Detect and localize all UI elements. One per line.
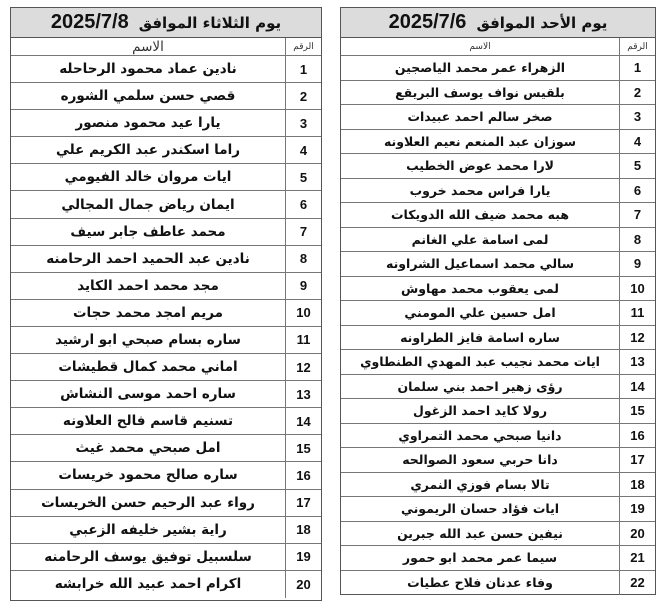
table-row: [11, 408, 321, 435]
student-name: سيما عمر محمد ابو حمور: [402, 550, 558, 566]
table-row: [341, 326, 655, 351]
table-row: [341, 497, 655, 522]
student-name: صخر سالم احمد عبيدات: [407, 109, 553, 125]
student-name: ساره اسامة فايز الطراونه: [400, 329, 560, 345]
row-number: 7: [619, 203, 655, 227]
student-name: دانيا صبحي محمد التمراوي: [398, 427, 562, 443]
tuesday-header-name: الاسم: [132, 38, 164, 55]
sunday-header-name: الاسم: [469, 41, 491, 52]
table-row: [11, 137, 321, 164]
row-number: 6: [285, 191, 321, 217]
student-name: ساره احمد موسى النشاش: [60, 386, 236, 403]
student-name: الزهراء عمر محمد الياصجين: [394, 60, 566, 76]
row-number: 10: [619, 277, 655, 301]
table-row: [11, 490, 321, 517]
table-row: [341, 448, 655, 473]
student-name: وفاء عدنان فلاح عطيات: [407, 575, 553, 591]
sunday-rows: [341, 56, 655, 595]
table-row: [11, 273, 321, 300]
row-number: 22: [619, 571, 655, 596]
sunday-title-date: 2025/7/6: [388, 11, 467, 33]
student-name: راية بشير خليفه الزعبي: [69, 521, 227, 538]
student-name: نادين عبد الحميد احمد الرحامنه: [46, 250, 250, 267]
row-number: 2: [619, 81, 655, 105]
student-name: لمى يعقوب محمد مهاوش: [401, 280, 559, 296]
row-number: 14: [285, 408, 321, 434]
student-name: يارا فراس محمد خروب: [409, 182, 551, 198]
student-name: ساره بسام صبحي ابو ارشيد: [55, 331, 241, 348]
row-number: 16: [285, 462, 321, 488]
student-name: لمى اسامة علي الغانم: [411, 231, 549, 247]
tuesday-schedule-table: [10, 7, 322, 601]
table-row: [11, 191, 321, 218]
table-row: [341, 546, 655, 571]
row-number: 3: [619, 105, 655, 129]
row-number: 15: [619, 399, 655, 423]
table-row: [11, 354, 321, 381]
row-number: 14: [619, 375, 655, 399]
table-row: [341, 203, 655, 228]
table-row: [11, 544, 321, 571]
student-name: اماني محمد كمال قطيشات: [58, 359, 238, 376]
tuesday-header-num: الرقم: [285, 38, 321, 55]
row-number: 12: [285, 354, 321, 380]
row-number: 16: [619, 424, 655, 448]
student-name: ايات مروان خالد الفيومي: [64, 169, 232, 186]
student-name: لارا محمد عوض الخطيب: [406, 158, 554, 174]
table-row: [11, 56, 321, 83]
sunday-title-day: يوم الأحد الموافق: [476, 13, 608, 32]
tuesday-rows: [11, 56, 321, 598]
sunday-header-num: الرقم: [619, 38, 655, 55]
student-name: يارا عيد محمود منصور: [75, 115, 221, 132]
tuesday-title-date: 2025/7/8: [50, 11, 129, 33]
table-row: [341, 301, 655, 326]
student-name: مجد محمد احمد الكايد: [77, 277, 219, 294]
student-name: امل صبحي محمد غيث: [75, 440, 221, 457]
row-number: 20: [619, 522, 655, 546]
student-name: ساره صالح محمود خريسات: [58, 467, 238, 484]
table-row: [11, 83, 321, 110]
row-number: 15: [285, 435, 321, 461]
table-row: [11, 517, 321, 544]
student-name: هبه محمد ضيف الله الدويكات: [390, 207, 570, 223]
row-number: 9: [619, 252, 655, 276]
table-row: [341, 154, 655, 179]
table-row: [341, 424, 655, 449]
row-number: 19: [285, 544, 321, 570]
row-number: 7: [285, 219, 321, 245]
student-name: قصي حسن سلمي الشوره: [60, 88, 236, 105]
table-row: [341, 350, 655, 375]
student-name: سوزان عبد المنعم نعيم العلاونه: [383, 133, 577, 149]
sunday-header-row: [341, 38, 655, 56]
row-number: 2: [285, 83, 321, 109]
student-name: رولا كايد احمد الزغول: [412, 403, 548, 419]
student-name: ايات فؤاد حسان الريموني: [400, 501, 560, 517]
tuesday-grid: [11, 38, 321, 598]
row-number: 3: [285, 110, 321, 136]
row-number: 11: [285, 327, 321, 353]
table-row: [341, 81, 655, 106]
row-number: 8: [619, 228, 655, 252]
row-number: 11: [619, 301, 655, 325]
student-name: ايمان رياض جمال المجالي: [61, 196, 235, 213]
table-row: [341, 375, 655, 400]
row-number: 19: [619, 497, 655, 521]
row-number: 12: [619, 326, 655, 350]
row-number: 13: [619, 350, 655, 374]
sunday-grid: [341, 38, 655, 595]
table-row: [11, 164, 321, 191]
table-row: [341, 228, 655, 253]
row-number: 17: [285, 490, 321, 516]
student-name: رواء عبد الرحيم حسن الخريسات: [41, 494, 255, 511]
student-name: اكرام احمد عبيد الله خرابشه: [54, 576, 242, 593]
student-name: نادين عماد محمود الرحاحله: [59, 61, 237, 78]
student-name: راما اسكندر عبد الكريم علي: [56, 142, 240, 159]
row-number: 5: [619, 154, 655, 178]
student-name: سلسبيل توفيق يوسف الرحامنه: [44, 548, 252, 565]
student-name: امل حسين علي المومني: [404, 305, 556, 321]
row-number: 6: [619, 179, 655, 203]
student-name: تسنيم قاسم فالح العلاونه: [62, 413, 234, 430]
table-row: [11, 462, 321, 489]
student-name: تالا بسام فوزي النمري: [410, 476, 550, 492]
sunday-table-title: [341, 8, 655, 38]
table-row: [341, 277, 655, 302]
student-name: مريم امجد محمد حجات: [72, 304, 224, 321]
row-number: 8: [285, 246, 321, 272]
table-row: [341, 252, 655, 277]
row-number: 1: [285, 56, 321, 82]
student-name: رؤى زهير احمد بني سلمان: [397, 378, 563, 394]
student-name: دانا حربي سعود الصوالحه: [402, 452, 558, 468]
table-row: [11, 327, 321, 354]
tuesday-table-title: [11, 8, 321, 38]
tuesday-header-row: [11, 38, 321, 56]
table-row: [11, 381, 321, 408]
table-row: [11, 435, 321, 462]
row-number: 21: [619, 546, 655, 570]
row-number: 1: [619, 56, 655, 80]
table-row: [11, 300, 321, 327]
table-row: [341, 130, 655, 155]
table-row: [341, 105, 655, 130]
table-row: [11, 571, 321, 598]
row-number: 5: [285, 164, 321, 190]
table-row: [341, 56, 655, 81]
student-name: سالي محمد اسماعيل الشراونه: [386, 256, 574, 272]
row-number: 4: [285, 137, 321, 163]
row-number: 17: [619, 448, 655, 472]
row-number: 4: [619, 130, 655, 154]
row-number: 10: [285, 300, 321, 326]
student-name: نيفين حسن عبد الله جبرين: [397, 525, 563, 541]
table-row: [11, 219, 321, 246]
table-row: [341, 571, 655, 596]
table-row: [341, 522, 655, 547]
table-row: [341, 473, 655, 498]
student-name: بلقيس نواف يوسف البريقع: [395, 84, 565, 100]
row-number: 13: [285, 381, 321, 407]
student-name: ايات محمد نجيب عبد المهدي الطنطاوي: [360, 354, 600, 370]
row-number: 18: [619, 473, 655, 497]
table-row: [341, 399, 655, 424]
table-row: [341, 179, 655, 204]
table-row: [11, 110, 321, 137]
row-number: 20: [285, 571, 321, 598]
table-row: [11, 246, 321, 273]
row-number: 9: [285, 273, 321, 299]
student-name: محمد عاطف جابر سيف: [70, 223, 226, 240]
sunday-schedule-table: [340, 7, 656, 595]
row-number: 18: [285, 517, 321, 543]
tuesday-title-day: يوم الثلاثاء الموافق: [138, 13, 282, 32]
